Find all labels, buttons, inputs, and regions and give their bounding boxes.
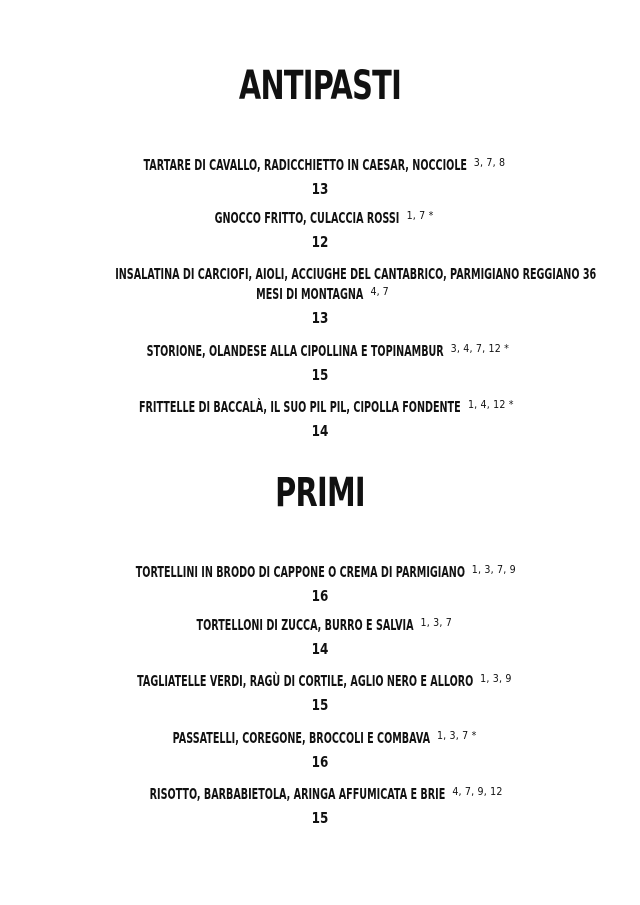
- allergen-codes: 4, 7, 9, 12: [452, 785, 503, 798]
- menu-item: [0, 207, 640, 251]
- allergen-codes: 1, 4, 12 *: [467, 398, 514, 411]
- menu-item: [0, 614, 640, 658]
- dish-price: 13: [311, 180, 329, 198]
- dish-line: [146, 340, 509, 360]
- menu-item: [0, 783, 640, 827]
- menu-item: [0, 265, 640, 327]
- dish-name: TARTARE DI CAVALLO, RADICCHIETTO IN CAESAR, NOCCIOLE: [143, 156, 467, 174]
- dish-name: RISOTTO, BARBABIETOLA, ARINGA AFFUMICATA E BRIE: [150, 785, 446, 803]
- menu-item: [0, 561, 640, 605]
- dish-name: PASSATELLI, COREGONE, BROCCOLI E COMBAVA: [173, 729, 431, 747]
- allergen-codes: 4, 7: [370, 285, 389, 298]
- allergen-codes: 1, 3, 7: [420, 616, 452, 629]
- menu-item: [0, 670, 640, 714]
- menu-item: [0, 154, 640, 198]
- dish-line: [150, 783, 503, 803]
- menu-item: [0, 340, 640, 384]
- dish-line: [173, 727, 478, 747]
- allergen-codes: 1, 3, 7, 9: [471, 563, 516, 576]
- dish-price: 16: [311, 753, 329, 771]
- dish-line: [136, 670, 512, 690]
- dish-price: 16: [311, 587, 329, 605]
- allergen-codes: 3, 4, 7, 12 *: [450, 342, 509, 355]
- dish-name-wrapped: [0, 265, 640, 303]
- dish-name: FRITTELLE DI BACCALÀ, IL SUO PIL PIL, CIPOLLA FONDENTE: [138, 398, 461, 416]
- dish-line: [135, 561, 516, 581]
- dish-name: TORTELLINI IN BRODO DI CAPPONE O CREMA DI PARMIGIANO: [135, 563, 465, 581]
- dish-name: TORTELLONI DI ZUCCA, BURRO E SALVIA: [196, 616, 414, 634]
- dish-name: TAGLIATELLE VERDI, RAGÙ DI CORTILE, AGLIO NERO E ALLORO: [136, 672, 473, 690]
- dish-price: 13: [311, 309, 329, 327]
- allergen-codes: 1, 3, 9: [479, 672, 512, 685]
- dish-line: [214, 207, 433, 227]
- allergen-codes: 1, 7 *: [405, 209, 433, 222]
- dish-line: [143, 154, 506, 174]
- dish-price: 14: [311, 422, 329, 440]
- allergen-codes: 3, 7, 8: [473, 156, 506, 169]
- dish-name-line-1: INSALATINA DI CARCIOFI, AIOLI, ACCIUGHE DEL CANTABRICO, PARMIGIANO REGGIANO 36: [115, 265, 597, 283]
- dish-price: 15: [311, 696, 329, 714]
- allergen-codes: 1, 3, 7 *: [437, 729, 478, 742]
- dish-price: 14: [311, 640, 329, 658]
- dish-price: 15: [311, 366, 329, 384]
- menu-item: [0, 396, 640, 440]
- section-title-primi: PRIMI: [275, 470, 365, 516]
- dish-name: STORIONE, OLANDESE ALLA CIPOLLINA E TOPINAMBUR: [146, 342, 444, 360]
- menu-item: [0, 727, 640, 771]
- dish-name: GNOCCO FRITTO, CULACCIA ROSSI: [214, 209, 399, 227]
- section-title-antipasti: ANTIPASTI: [238, 63, 402, 109]
- dish-price: 12: [311, 233, 329, 251]
- dish-price: 15: [311, 809, 329, 827]
- dish-line: [138, 396, 514, 416]
- dish-name-line-2-text: MESI DI MONTAGNA: [256, 285, 364, 303]
- dish-line: [196, 614, 452, 634]
- dish-name-line-2: [115, 283, 525, 303]
